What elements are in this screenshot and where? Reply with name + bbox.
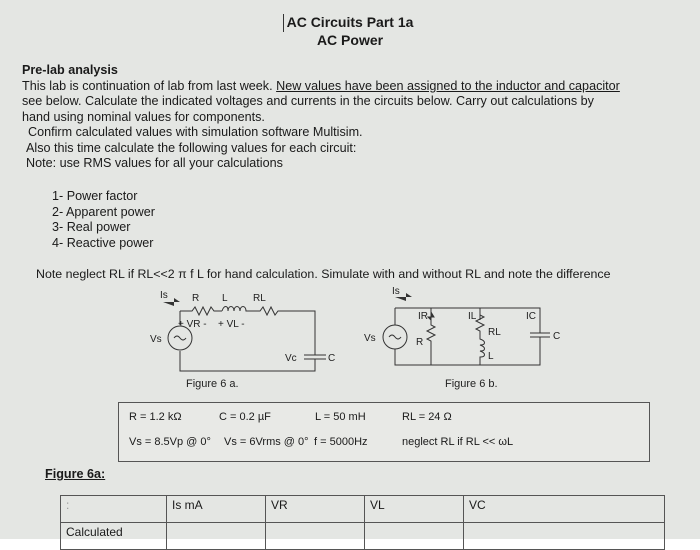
table-corner: : — [61, 496, 167, 523]
value-rl: RL = 24 Ω — [402, 411, 452, 423]
value-c: C = 0.2 µF — [219, 411, 271, 423]
note: Note neglect RL if RL<<2 π f L for hand calculation. Simulate with and without RL and note the difference — [36, 267, 611, 281]
component-values-box — [118, 402, 650, 462]
value-vs-rms: Vs = 6Vrms @ 0° — [224, 436, 309, 448]
c-label: C — [553, 331, 561, 342]
is-label: Is — [160, 290, 168, 301]
cell-is[interactable] — [167, 523, 266, 550]
intro-text: see below. Calculate the indicated voltages and currents in the circuits below. Carry out calculations by — [22, 94, 594, 108]
il-label: IL — [468, 311, 477, 322]
value-neglect: neglect RL if RL << ωL — [402, 436, 514, 448]
figure-6a-caption: Figure 6 a. — [186, 378, 239, 390]
value-f: f = 5000Hz — [314, 436, 368, 448]
vr-label: + VR - — [178, 319, 207, 330]
section-heading: Pre-lab analysis — [22, 63, 118, 77]
list-item: 4- Reactive power — [52, 235, 154, 250]
intro-underlined: New values have been assigned to the inductor and capacitor — [276, 78, 620, 93]
page-title: AC Circuits Part 1a — [286, 14, 414, 30]
column-header: VL — [365, 496, 464, 523]
r-label: R — [416, 337, 424, 348]
rl-label: RL — [488, 327, 501, 338]
cell-vr[interactable] — [266, 523, 365, 550]
column-header: VC — [464, 496, 665, 523]
r-label: R — [192, 293, 200, 304]
results-table — [60, 495, 665, 550]
value-vs-peak: Vs = 8.5Vp @ 0° — [129, 436, 211, 448]
value-l: L = 50 mH — [315, 411, 366, 423]
intro-text: hand using nominal values for components. — [22, 109, 265, 124]
table-heading: Figure 6a: — [45, 467, 106, 481]
is-label: Is — [392, 286, 400, 297]
figure-6b-caption: Figure 6 b. — [445, 378, 498, 390]
calc-list — [52, 189, 155, 251]
cell-vc[interactable] — [464, 523, 665, 550]
column-header: Is mA — [167, 496, 266, 523]
intro-text: Confirm calculated values with simulation software Multisim. — [28, 125, 363, 139]
table-header-row — [61, 496, 665, 523]
list-item: 2- Apparent power — [52, 204, 155, 219]
intro-text: Note: use RMS values for all your calculations — [26, 156, 283, 170]
intro-text: Also this time calculate the following values for each circuit: — [26, 140, 357, 155]
vs-label: Vs — [364, 333, 376, 344]
cell-vl[interactable] — [365, 523, 464, 550]
list-item: 1- Power factor — [52, 189, 138, 203]
page-subtitle: AC Power — [316, 32, 384, 48]
value-r: R = 1.2 kΩ — [129, 411, 182, 423]
vc-label: Vc — [285, 353, 297, 364]
vl-label: + VL - — [218, 319, 245, 330]
intro — [22, 63, 682, 172]
table-row — [61, 523, 665, 550]
l-label: L — [488, 351, 494, 362]
vs-label: Vs — [150, 334, 162, 345]
rl-label: RL — [253, 293, 266, 304]
c-label: C — [328, 353, 336, 364]
intro-text: This lab is continuation of lab from last week. — [22, 78, 277, 93]
l-label: L — [222, 293, 228, 304]
list-item: 3- Real power — [52, 220, 131, 234]
ic-label: IC — [526, 311, 536, 322]
row-label: Calculated — [61, 523, 167, 550]
ir-label: IR — [418, 311, 428, 322]
column-header: VR — [266, 496, 365, 523]
